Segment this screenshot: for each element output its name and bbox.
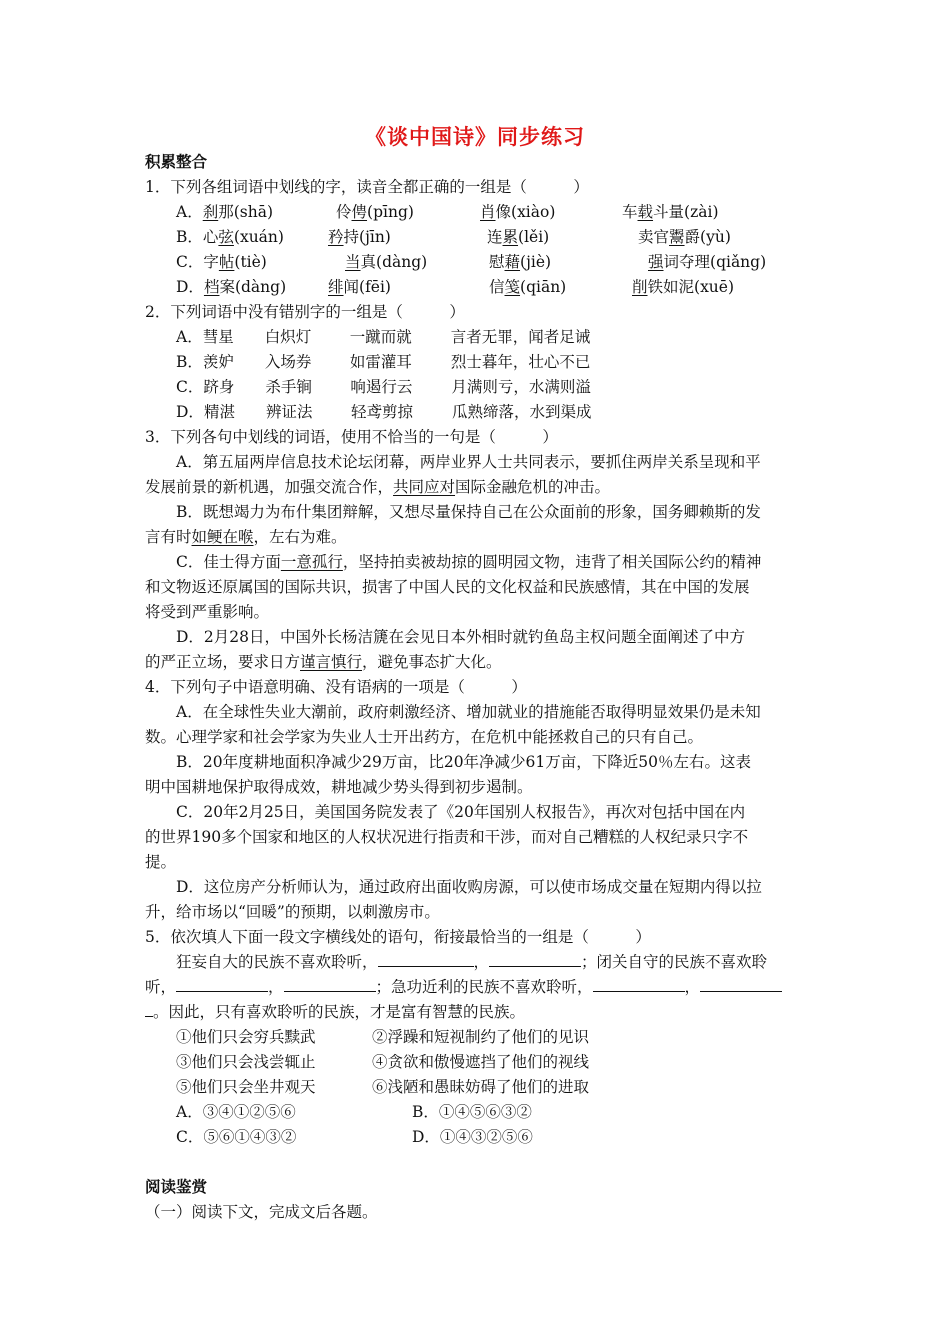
q4-option-a-line2: 数。心理学家和社会学家为失业人士开出药方，在危机中能拯救自己的只有自己。 — [145, 728, 704, 746]
q1-option-d-word2: 绯闻(fēi) — [328, 278, 391, 296]
q1-option-d-word4: 削铁如泥(xuē) — [632, 278, 735, 296]
q3-option-d-line2: 的严正立场，要求日方谨言慎行，避免事态扩大化。 — [145, 653, 502, 671]
q4-option-b-line1: B．20年度耕地面积净减少29万亩，比20年净减少61万亩，下降近50％左右。这表 — [176, 753, 752, 771]
q1-option-b: B．心弦(xuán) — [176, 228, 284, 246]
q5-passage-line3: 。因此，只有喜欢聆听的民族，才是富有智慧的民族。 — [145, 1002, 525, 1022]
q1-option-c-word4: 强词夺理(qiǎng) — [648, 253, 767, 271]
q4-option-c-line2: 的世界190多个国家和地区的人权状况进行指责和干涉，而对自己糟糕的人权纪录只字不 — [145, 828, 749, 846]
q1-option-b-word2: 矜持(jīn) — [328, 228, 391, 246]
q1-option-b-word4: 卖官鬻爵(yù) — [638, 228, 731, 246]
q4-option-d-line2: 升，给市场以“回暖”的预期，以刺激房市。 — [145, 903, 440, 921]
q5-passage-line1: 狂妄自大的民族不喜欢聆听， ， ；闭关自守的民族不喜欢聆 — [176, 953, 768, 971]
q5-item-1: ①他们只会穷兵黩武 — [176, 1028, 316, 1046]
section-heading-reading: 阅读鉴赏 — [145, 1177, 208, 1196]
q5-option-b: B．①④⑤⑥③② — [412, 1103, 532, 1121]
q3-option-c-line3: 将受到严重影响。 — [145, 603, 270, 621]
q4-option-a-line1: A．在全球性失业大潮前，政府刺激经济、增加就业的措施能否取得明显效果仍是未知 — [176, 703, 761, 721]
q4-option-c-line3: 提。 — [145, 853, 177, 871]
q2-option-a: A．彗星 白炽灯 一蹴而就 言者无罪，闻者足诫 — [176, 328, 591, 346]
fill-blank-5[interactable] — [593, 977, 685, 992]
q1-option-a: A．刹那(shā) — [176, 203, 273, 221]
q1-option-a-word3: 肖像(xiào) — [480, 203, 556, 221]
question-4-stem: 4．下列句子中语意明确、没有语病的一项是（ ） — [145, 678, 527, 696]
fill-blank-6-end — [145, 1002, 153, 1017]
q1-option-b-word3: 连累(lěi) — [487, 228, 550, 246]
q3-option-b-line2: 言有时如鲠在喉，左右为难。 — [145, 528, 347, 546]
question-1-stem: 1．下列各组词语中划线的字，读音全都正确的一组是（ ） — [145, 178, 589, 196]
q1-option-d: D．档案(dàng) — [176, 278, 287, 296]
question-2-stem: 2．下列词语中没有错别字的一组是（ ） — [145, 303, 465, 321]
fill-blank-4[interactable] — [284, 977, 376, 992]
q3-option-a-line1: A．第五届两岸信息技术论坛闭幕，两岸业界人士共同表示，要抓住两岸关系呈现和平 — [176, 453, 761, 471]
q2-option-d: D．精湛 辨证法 轻鸢剪掠 瓜熟缔落，水到渠成 — [176, 403, 592, 421]
q5-item-6: ⑥浅陋和愚昧妨碍了他们的进取 — [372, 1078, 590, 1096]
q3-option-c-line1: C．佳士得方面一意孤行，坚持拍卖被劫掠的圆明园文物，违背了相关国际公约的精神 — [176, 553, 762, 571]
q1-option-c-word3: 慰藉(jiè) — [489, 253, 552, 271]
q5-passage-line2: 听， ， ；急功近利的民族不喜欢聆听， ， — [145, 977, 782, 997]
q1-option-a-word4: 车载斗量(zài) — [622, 203, 719, 221]
reading-intro: （一）阅读下文，完成文后各题。 — [145, 1203, 378, 1221]
fill-blank-3[interactable] — [176, 977, 268, 992]
q5-option-c: C．⑤⑥①④③② — [176, 1128, 297, 1146]
q5-option-a: A．③④①②⑤⑥ — [176, 1103, 296, 1121]
q5-item-2: ②浮躁和短视制约了他们的见识 — [372, 1028, 590, 1046]
q5-option-d: D．①④③②⑤⑥ — [412, 1128, 533, 1146]
q1-option-c: C．字帖(tiè) — [176, 253, 267, 271]
q5-item-5: ⑤他们只会坐井观天 — [176, 1078, 316, 1096]
q2-option-b: B．羡妒 入场券 如雷灌耳 烈士暮年，壮心不已 — [176, 353, 591, 371]
q4-option-b-line2: 明中国耕地保护取得成效，耕地减少势头得到初步遏制。 — [145, 778, 533, 796]
q3-option-b-line1: B．既想竭力为布什集团辩解，又想尽量保持自己在公众面前的形象，国务卿赖斯的发 — [176, 503, 761, 521]
fill-blank-2[interactable] — [489, 952, 581, 967]
q4-option-d-line1: D．这位房产分析师认为，通过政府出面收购房源，可以使市场成交量在短期内得以拉 — [176, 878, 762, 896]
q5-item-4: ④贪欲和傲慢遮挡了他们的视线 — [372, 1053, 590, 1071]
section-heading-accumulation: 积累整合 — [145, 152, 208, 171]
question-3-stem: 3．下列各句中划线的词语，使用不恰当的一句是（ ） — [145, 428, 558, 446]
q2-option-c: C．跻身 杀手锏 响遏行云 月满则亏，水满则溢 — [176, 378, 591, 396]
fill-blank-6[interactable] — [700, 977, 782, 992]
q3-option-a-line2: 发展前景的新机遇，加强交流合作，共同应对国际金融危机的冲击。 — [145, 478, 611, 496]
q1-option-c-word2: 当真(dàng) — [345, 253, 428, 271]
q5-item-3: ③他们只会浅尝辄止 — [176, 1053, 316, 1071]
q1-option-d-word3: 信笺(qiān) — [489, 278, 567, 296]
document-title: 《谈中国诗》同步练习 — [365, 124, 585, 149]
q4-option-c-line1: C．20年2月25日，美国国务院发表了《20年国别人权报告》，再次对包括中国在内 — [176, 803, 746, 821]
fill-blank-1[interactable] — [378, 952, 474, 967]
q3-option-c-line2: 和文物返还原属国的国际共识，损害了中国人民的文化权益和民族感情，其在中国的发展 — [145, 578, 750, 596]
q3-option-d-line1: D．2月28日，中国外长杨洁篪在会见日本外相时就钓鱼岛主权问题全面阐述了中方 — [176, 628, 746, 646]
q1-option-a-word2: 伶俜(pīng) — [336, 203, 414, 221]
question-5-stem: 5．依次填人下面一段文字横线处的语句，衔接最恰当的一组是（ ） — [145, 928, 651, 946]
